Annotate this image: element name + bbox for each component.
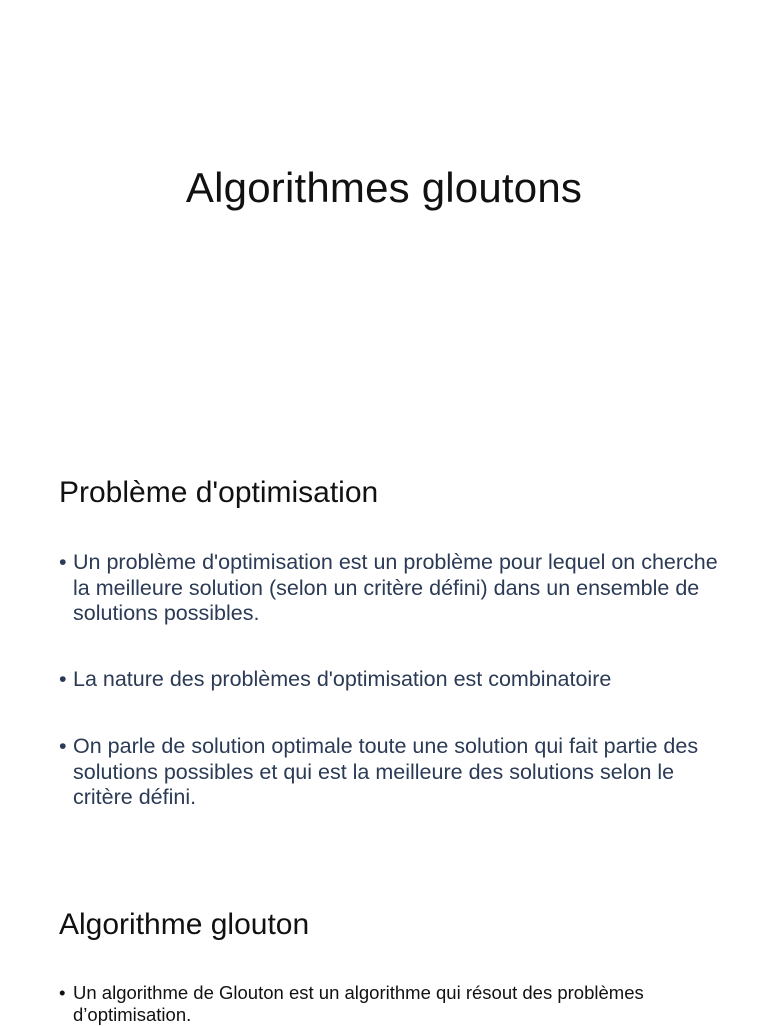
bullet-item <box>59 734 739 811</box>
bullet-text: Un algorithme de Glouton est un algorithme qui résout des problèmes d’optimisation. <box>73 982 644 1025</box>
main-title: Algorithmes gloutons <box>185 164 583 211</box>
bullet-text: La nature des problèmes d'optimisation est combinatoire <box>73 667 612 691</box>
bullet-marker: • <box>59 550 67 574</box>
bullet-marker: • <box>59 667 67 691</box>
title-slide <box>0 0 768 430</box>
section-heading-optimisation: Problème d'optimisation <box>59 476 379 509</box>
bullet-text: Un problème d'optimisation est un problème pour lequel on cherche la meilleure solution (selon un critère défini) dans un ensemble de solutions possibles. <box>73 550 718 625</box>
bullet-item <box>59 550 739 627</box>
section-heading-glouton: Algorithme glouton <box>59 908 310 941</box>
bullet-marker: • <box>59 734 67 758</box>
bullet-item <box>59 667 739 693</box>
bullet-marker: • <box>59 982 66 1003</box>
bullet-item <box>59 982 739 1026</box>
bullet-text: On parle de solution optimale toute une solution qui fait partie des solutions possibles et qui est la meilleure des solutions selon le critère défini. <box>73 734 699 809</box>
